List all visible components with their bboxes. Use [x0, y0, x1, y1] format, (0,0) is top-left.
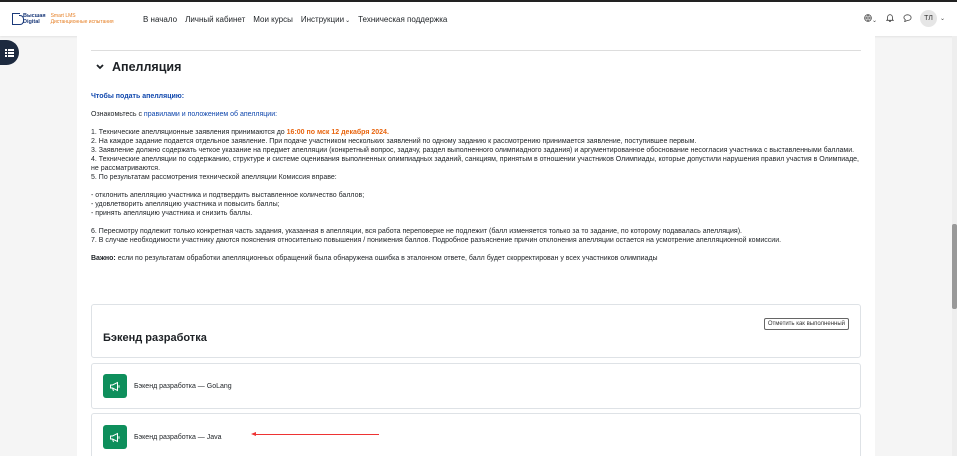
course-index-toggle[interactable]: [0, 40, 19, 65]
rule-item-2: 2. На каждое задание подается отдельное заявление. При подаче участником нескольких заявлений по одному заданию к рассмотрению принимается заявление, поступившее первым.: [91, 138, 697, 145]
activity-label[interactable]: Бэкенд разработка — GoLang: [134, 382, 232, 390]
chevron-down-icon[interactable]: [96, 62, 104, 73]
site-logo[interactable]: [12, 13, 132, 25]
megaphone-icon: [103, 374, 127, 398]
rule-item-7: 7. В случае необходимости участнику даются пояснения относительно повышения / понижения баллов. Подробное разъяснение причин отклонения апелляции остается на усмотрение апелляционной комиссии.: [91, 237, 782, 244]
messages-button[interactable]: [903, 14, 912, 24]
logo-mark-icon: [12, 13, 20, 25]
backend-subsection: [91, 304, 861, 358]
user-avatar[interactable]: ТЛ: [920, 10, 937, 27]
intro-title: Чтобы подать апелляцию:: [91, 93, 185, 100]
chevron-down-icon: ⌄: [345, 17, 351, 24]
option-1: - отклонить апелляцию участника и подтвердить выставленное количество баллов;: [91, 192, 365, 199]
rule-item-5: 5. По результатам рассмотрения технической апелляции Комиссия вправе:: [91, 174, 337, 181]
chat-icon: [903, 14, 912, 22]
bell-icon: [886, 13, 894, 22]
chevron-down-icon[interactable]: ⌄: [939, 16, 945, 22]
deadline: 16:00 по мск 12 декабря 2024.: [286, 129, 389, 136]
activity-golang[interactable]: [91, 363, 861, 409]
activity-java[interactable]: [91, 413, 861, 456]
language-menu[interactable]: [864, 14, 877, 24]
rule-item-6: 6. Пересмотру подлежит только конкретная часть задания, указанная в апелляции, вся работа переповерке не подлежит (балл изменяется только за то задание, по которому подавалась апелляция).: [91, 228, 742, 235]
rule-item-3: 3. Заявление должно содержать четкое указание на предмет апелляции (конкретный вопрос, задачу, раздел выполненного олимпиадного задания) и аргументированное обоснование несогласия участника с выставленными баллами.: [91, 147, 855, 154]
section-title: Апелляция: [112, 60, 182, 74]
chevron-down-icon: ⌄: [871, 17, 877, 24]
nav-instructions[interactable]: Инструкции⌄: [300, 14, 351, 24]
nav-dashboard[interactable]: Личный кабинет: [185, 14, 246, 24]
annotation-arrow: [255, 434, 379, 435]
primary-nav: [143, 15, 455, 24]
activity-label[interactable]: Бэкенд разработка — Java: [134, 433, 222, 441]
option-2: - удовлетворить апелляцию участника и повысить баллы;: [91, 201, 280, 208]
section-summary: [91, 92, 861, 263]
notifications-button[interactable]: [886, 13, 894, 24]
globe-icon: [864, 14, 872, 22]
course-content: [77, 36, 875, 456]
logo-sub1: Smart LMS: [50, 13, 76, 19]
divider: [91, 50, 861, 51]
scrollbar-thumb[interactable]: [952, 224, 957, 309]
section-header[interactable]: [96, 60, 181, 74]
option-3: - принять апелляцию участника и снизить баллы.: [91, 210, 253, 217]
logo-line1: Высшая: [23, 13, 46, 19]
rules-link[interactable]: правилами и положением об апелляции: [143, 111, 276, 118]
nav-my-courses[interactable]: Мои курсы: [253, 14, 293, 24]
list-icon: [5, 49, 14, 57]
top-navbar: [0, 0, 957, 36]
nav-support[interactable]: Техническая поддержка: [358, 14, 448, 24]
mark-done-button[interactable]: Отметить как выполненный: [764, 318, 849, 330]
rule-item-4: 4. Технические апелляции по содержанию, структуре и системе оценивания выполненных олимпиадных заданий, санкциям, принятым в отношении участников Олимпиады, которые допустили нарушения правил участия в Олимпиаде, не рассматриваются.: [91, 156, 860, 172]
rule-item-1: 1. Технические апелляционные заявления принимаются до 16:00 по мск 12 декабря 2024.: [91, 129, 389, 136]
nav-home[interactable]: В начало: [143, 14, 178, 24]
subsection-title: Бэкенд разработка: [103, 332, 207, 344]
logo-sub2: Дистанционные испытания: [50, 19, 114, 25]
rules-line: Ознакомьтесь с правилами и положением об апелляции:: [91, 111, 278, 118]
logo-line2: Digital: [23, 19, 40, 25]
megaphone-icon: [103, 425, 127, 449]
important-note: Важно: если по результатам обработки апелляционных обращений была обнаружена ошибка в эталонном ответе, балл будет скорректирован у всех участников олимпиады: [91, 255, 658, 262]
